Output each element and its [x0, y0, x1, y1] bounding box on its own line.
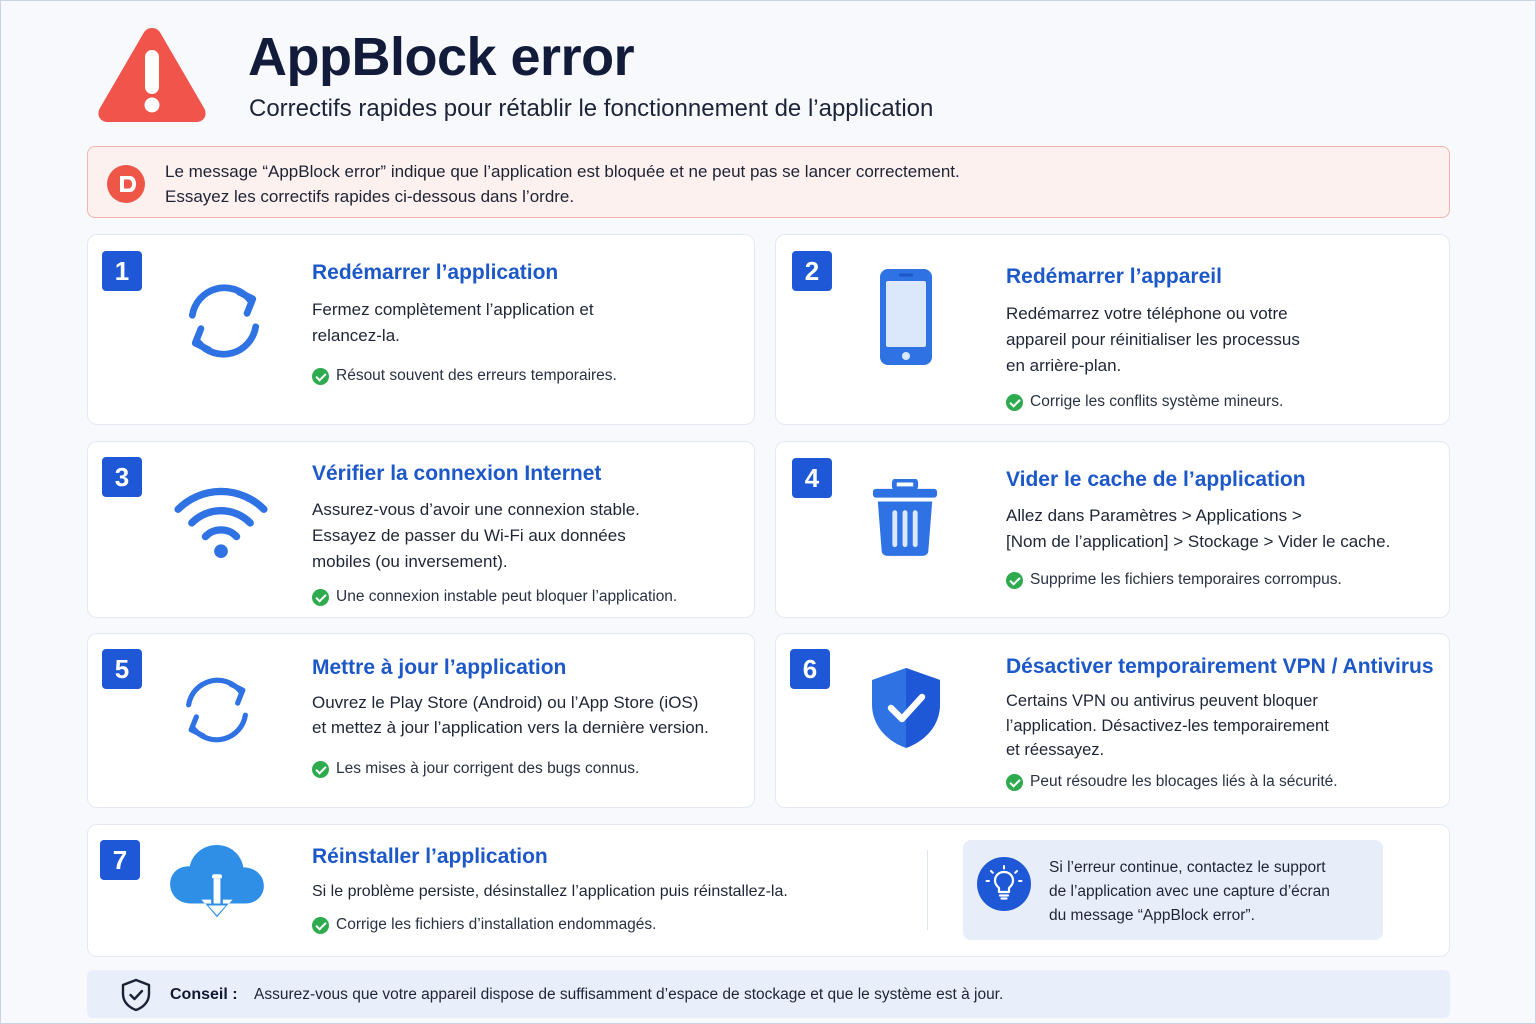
step-note — [312, 367, 617, 385]
desc-line: Allez dans Paramètres > Applications > — [1006, 506, 1302, 525]
alert-icon — [106, 164, 146, 204]
check-icon — [312, 917, 329, 934]
refresh-icon — [176, 273, 272, 369]
step-title: Mettre à jour l’application — [312, 656, 567, 679]
warning-icon — [96, 24, 208, 124]
error-alert — [87, 146, 1450, 218]
tip-text: Assurez-vous que votre appareil dispose de suffisamment d’espace de stockage et que le système est à jour. — [254, 986, 1004, 1003]
shield-check-icon — [869, 666, 943, 750]
step-number: 6 — [790, 649, 830, 689]
step-number: 5 — [102, 649, 142, 689]
step-card-4 — [775, 441, 1450, 618]
note-text: Supprime les fichiers temporaires corrompus. — [1030, 571, 1342, 588]
step-description — [1006, 503, 1390, 555]
wifi-icon — [172, 482, 270, 560]
note-text: Une connexion instable peut bloquer l’application. — [336, 588, 678, 605]
desc-line: [Nom de l’application] > Stockage > Vider le cache. — [1006, 532, 1391, 551]
desc-line: Essayez de passer du Wi-Fi aux données — [312, 526, 626, 545]
step-card-5 — [87, 633, 755, 808]
alert-line-2: Essayez les correctifs rapides ci-dessous dans l’ordre. — [165, 187, 575, 206]
support-line: du message “AppBlock error”. — [1049, 907, 1255, 924]
update-icon — [174, 667, 260, 753]
step-note — [312, 588, 677, 606]
desc-line: Assurez-vous d’avoir une connexion stable. — [312, 500, 640, 519]
support-message — [1049, 856, 1330, 928]
desc-line: Si le problème persiste, désinstallez l’application puis réinstallez-la. — [312, 883, 788, 900]
desc-line: appareil pour réinitialiser les processus — [1006, 330, 1300, 349]
step-title: Réinstaller l’application — [312, 845, 548, 868]
step-card-6 — [775, 633, 1450, 808]
desc-line: l’application. Désactivez-les temporairement — [1006, 716, 1329, 735]
check-icon — [312, 761, 329, 778]
step-number: 7 — [100, 840, 140, 880]
step-card-2 — [775, 234, 1450, 425]
page-title: AppBlock error — [248, 27, 635, 87]
support-line: de l’application avec une capture d’écran — [1049, 883, 1330, 900]
step-note — [312, 916, 656, 934]
support-line: Si l’erreur continue, contactez le support — [1049, 859, 1326, 876]
check-icon — [312, 589, 329, 606]
check-icon — [312, 368, 329, 385]
step-note — [1006, 773, 1338, 791]
desc-line: Fermez complètement l’application et — [312, 300, 594, 319]
step-number: 2 — [792, 251, 832, 291]
step-description — [1006, 301, 1300, 379]
step-number: 1 — [102, 251, 142, 291]
step-note — [1006, 571, 1342, 589]
step-title: Vider le cache de l’application — [1006, 468, 1306, 491]
step-note — [312, 760, 639, 778]
check-icon — [1006, 394, 1023, 411]
desc-line: et réessayez. — [1006, 741, 1105, 759]
note-text: Corrige les conflits système mineurs. — [1030, 393, 1284, 410]
tip-bar — [87, 970, 1450, 1018]
desc-line: Redémarrez votre téléphone ou votre — [1006, 304, 1288, 323]
step-title: Désactiver temporairement VPN / Antivirus — [1006, 655, 1434, 678]
note-text: Résout souvent des erreurs temporaires. — [336, 367, 617, 384]
step-description — [312, 497, 640, 575]
step-description — [1006, 689, 1329, 763]
step-card-1 — [87, 234, 755, 425]
support-box — [963, 840, 1383, 940]
shield-icon — [120, 978, 152, 1012]
phone-icon — [878, 267, 934, 367]
desc-line: mobiles (ou inversement). — [312, 552, 508, 571]
step-description — [312, 879, 788, 905]
check-icon — [1006, 572, 1023, 589]
lightbulb-icon — [977, 857, 1031, 911]
desc-line: et mettez à jour l’application vers la dernière version. — [312, 718, 709, 737]
desc-line: Certains VPN ou antivirus peuvent bloquer — [1006, 692, 1318, 710]
step-title: Redémarrer l’appareil — [1006, 265, 1222, 288]
cloud-download-icon — [168, 843, 266, 925]
note-text: Les mises à jour corrigent des bugs connus. — [336, 760, 640, 777]
desc-line: en arrière-plan. — [1006, 356, 1122, 375]
alert-message — [165, 159, 960, 209]
check-icon — [1006, 774, 1023, 791]
divider — [927, 850, 928, 930]
step-number: 4 — [792, 458, 832, 498]
step-card-3 — [87, 441, 755, 618]
note-text: Peut résoudre les blocages liés à la sécurité. — [1030, 773, 1338, 790]
step-description — [312, 690, 709, 740]
step-title: Redémarrer l’application — [312, 261, 559, 284]
step-title: Vérifier la connexion Internet — [312, 462, 602, 485]
page-subtitle: Correctifs rapides pour rétablir le fonctionnement de l’application — [249, 95, 934, 122]
tip-label: Conseil : — [170, 986, 238, 1003]
note-text: Corrige les fichiers d’installation endommagés. — [336, 916, 657, 933]
alert-line-1: Le message “AppBlock error” indique que l’application est bloquée et ne peut pas se lancer correctement. — [165, 162, 960, 181]
desc-line: relancez-la. — [312, 326, 400, 345]
desc-line: Ouvrez le Play Store (Android) ou l’App Store (iOS) — [312, 693, 699, 712]
trash-icon — [871, 479, 939, 557]
step-number: 3 — [102, 457, 142, 497]
step-note — [1006, 393, 1283, 411]
step-description — [312, 297, 594, 349]
